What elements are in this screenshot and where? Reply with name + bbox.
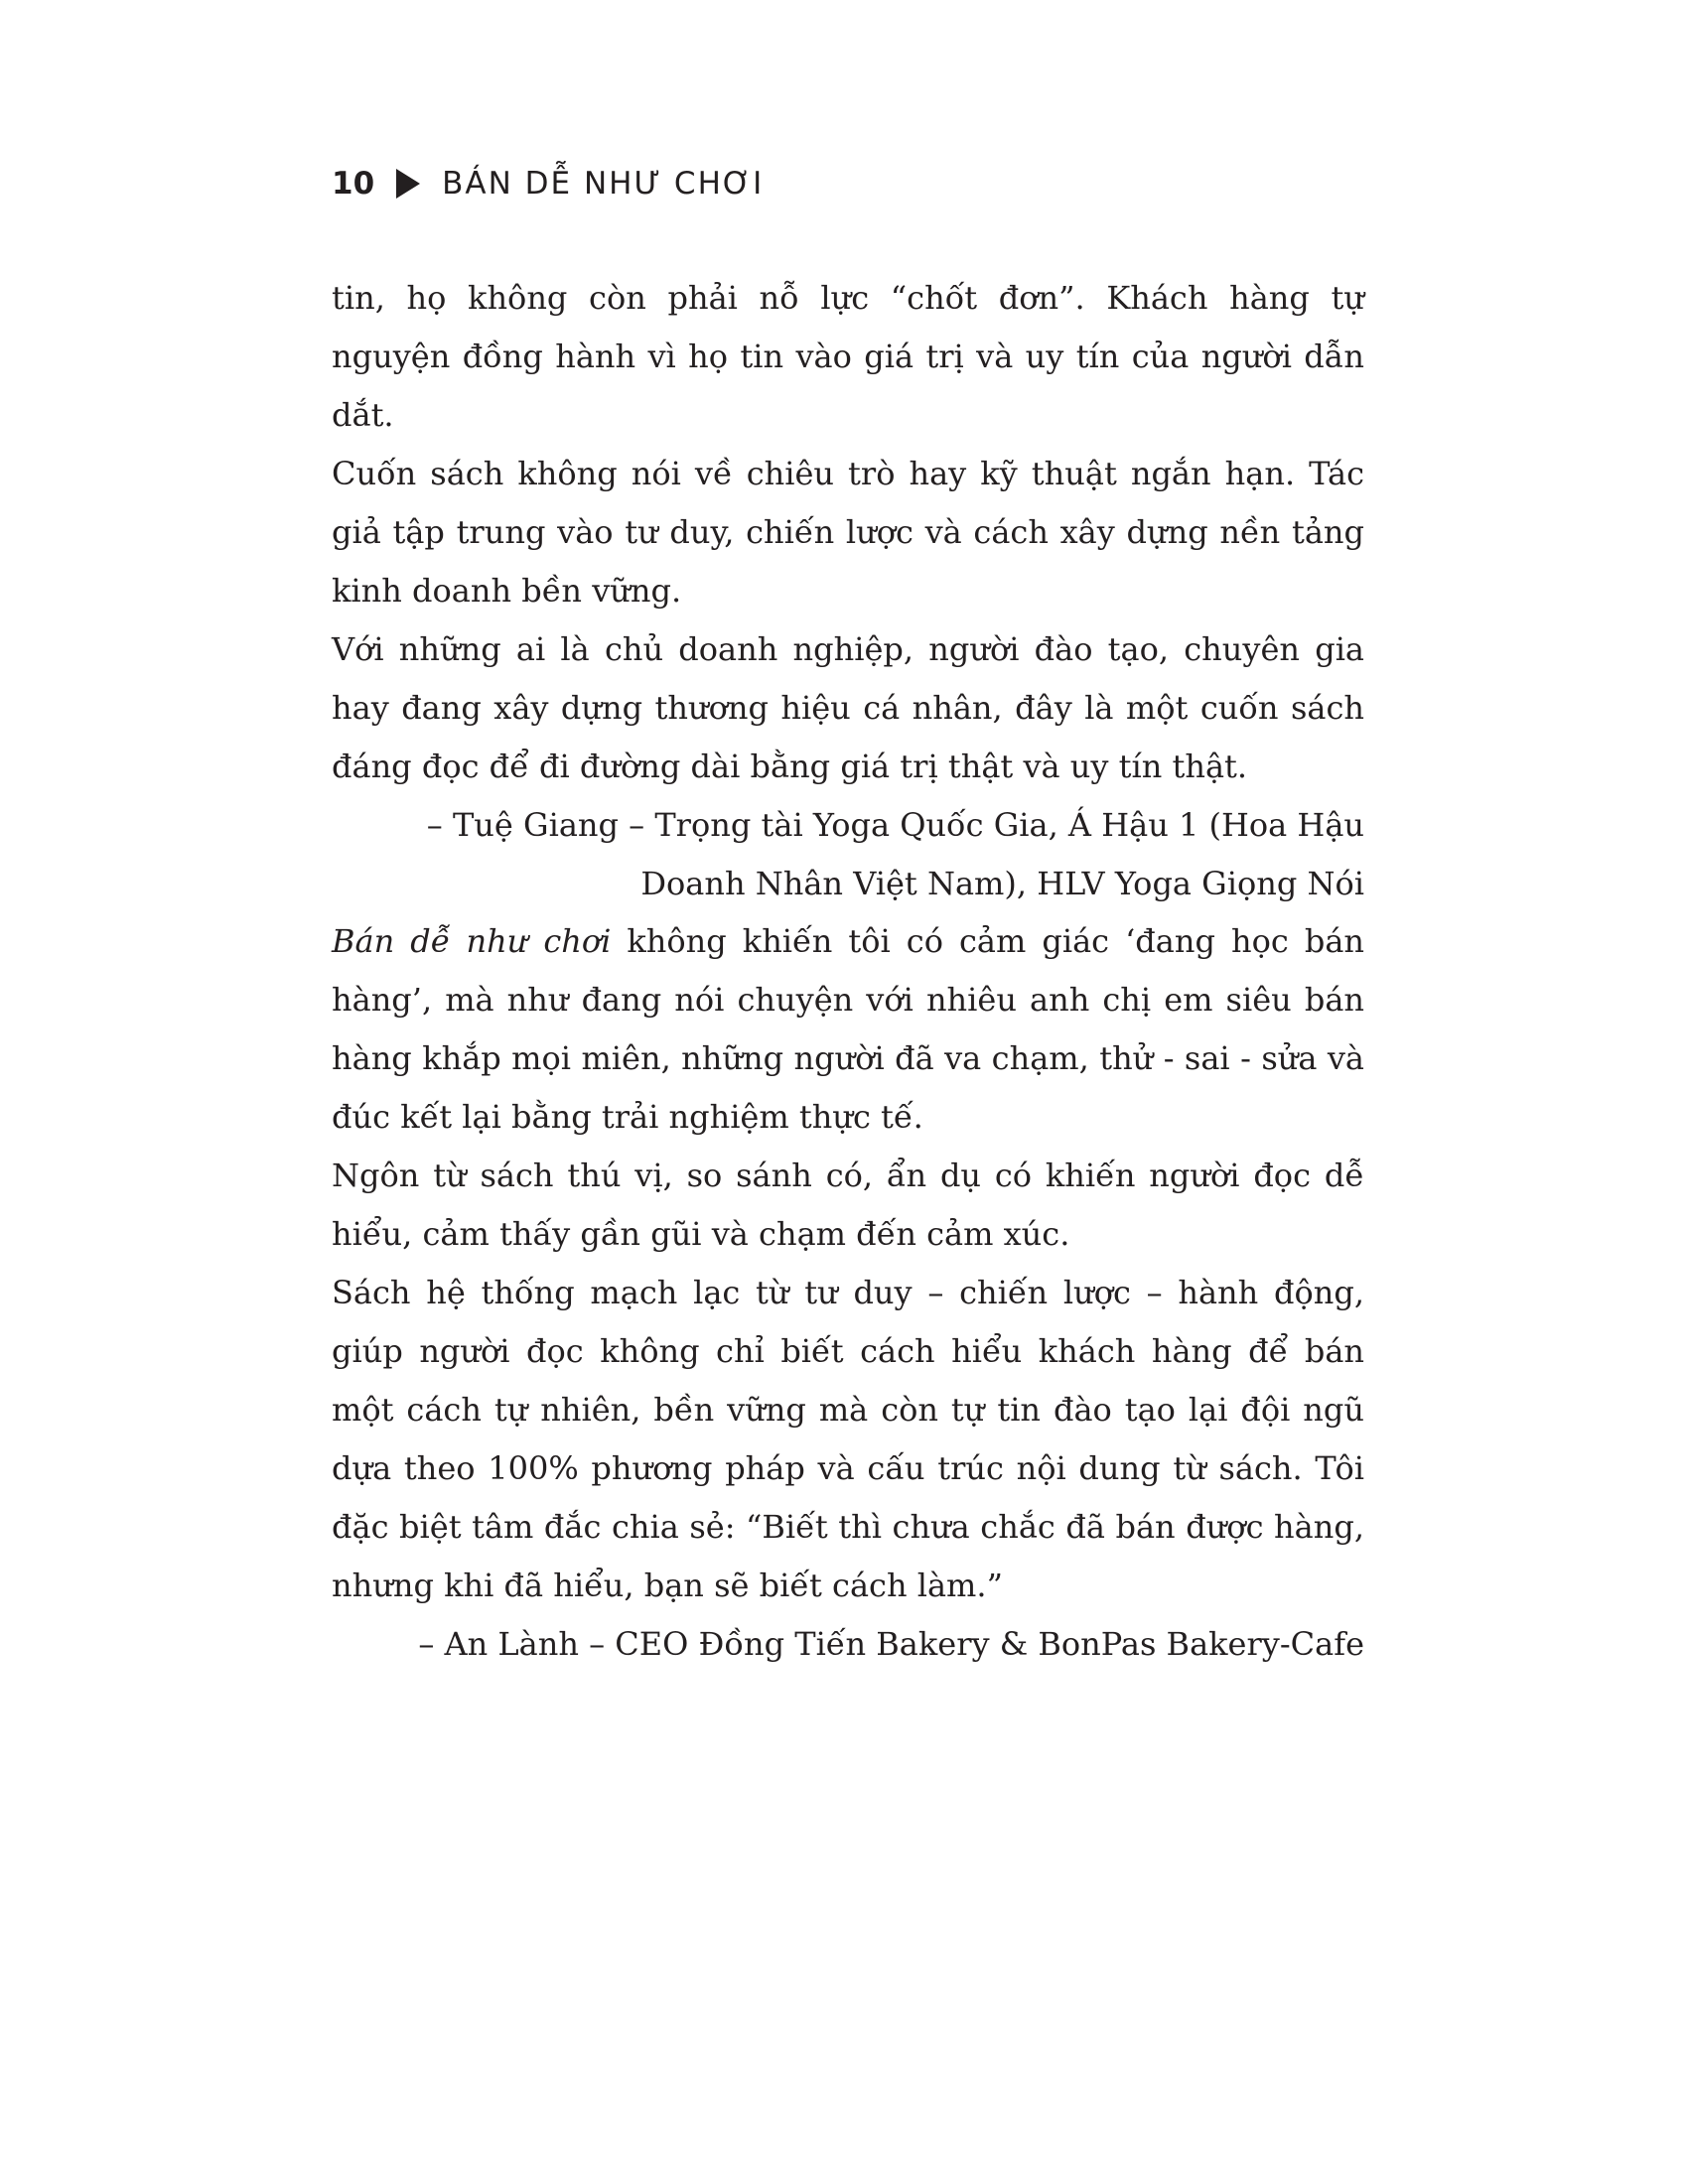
book-title-italic: Bán dễ như chơi bbox=[332, 922, 612, 960]
review-paragraph: Sách hệ thống mạch lạc từ tư duy – chiến lược – hành động, giúp người đọc không chỉ biết cách hiểu khách hàng để bán một cách tự nhiên, bền vững mà còn tự tin đào tạo lại đội ngũ dựa theo 100% phương pháp và cấu trúc nội dung từ sách. Tôi đặc biệt tâm đắc chia sẻ: “Biết thì chưa chắc đã bán được hàng, nhưng khi đã hiểu, bạn sẽ biết cách làm.” bbox=[332, 1274, 1364, 1604]
review-paragraph bbox=[332, 912, 1364, 1147]
review-paragraph: Ngôn từ sách thú vị, so sánh có, ẩn dụ có khiến người đọc dễ hiểu, cảm thấy gần gũi và chạm đến cảm xúc. bbox=[332, 1157, 1364, 1253]
review-paragraph: Cuốn sách không nói về chiêu trò hay kỹ thuật ngắn hạn. Tác giả tập trung vào tư duy, chiến lược và cách xây dựng nền tảng kinh doanh bền vững. bbox=[332, 455, 1364, 610]
review-attribution-line-2: Doanh Nhân Việt Nam), HLV Yoga Giọng Nói bbox=[640, 865, 1364, 902]
play-triangle-icon bbox=[396, 169, 420, 199]
review-attribution: – An Lành – CEO Đồng Tiến Bakery & BonPas Bakery-Cafe bbox=[418, 1625, 1364, 1663]
review-paragraph: tin, họ không còn phải nỗ lực “chốt đơn”. Khách hàng tự nguyện đồng hành vì họ tin vào giá trị và uy tín của người dẫn dắt. bbox=[332, 279, 1364, 434]
review-an-lanh bbox=[332, 912, 1364, 1674]
page-number: 10 bbox=[332, 166, 375, 202]
review-tue-giang bbox=[332, 269, 1364, 913]
review-paragraph: Với những ai là chủ doanh nghiệp, người đào tạo, chuyên gia hay đang xây dựng thương hiệu cá nhân, đây là một cuốn sách đáng đọc để đi đường dài bằng giá trị thật và uy tín thật. bbox=[332, 630, 1364, 785]
review-paragraph-text: không khiến tôi có cảm giác ‘đang học bán hàng’, mà như đang nói chuyện với nhiêu anh chị em siêu bán hàng khắp mọi miên, những người đã va chạm, thử - sai - sửa và đúc kết lại bằng trải nghiệm thực tế. bbox=[332, 922, 1365, 1136]
running-header bbox=[332, 159, 764, 208]
running-title: BÁN DỄ NHƯ CHƠI bbox=[442, 166, 765, 202]
review-attribution-line-1: – Tuệ Giang – Trọng tài Yoga Quốc Gia, Á Hậu 1 (Hoa Hậu bbox=[426, 806, 1364, 844]
